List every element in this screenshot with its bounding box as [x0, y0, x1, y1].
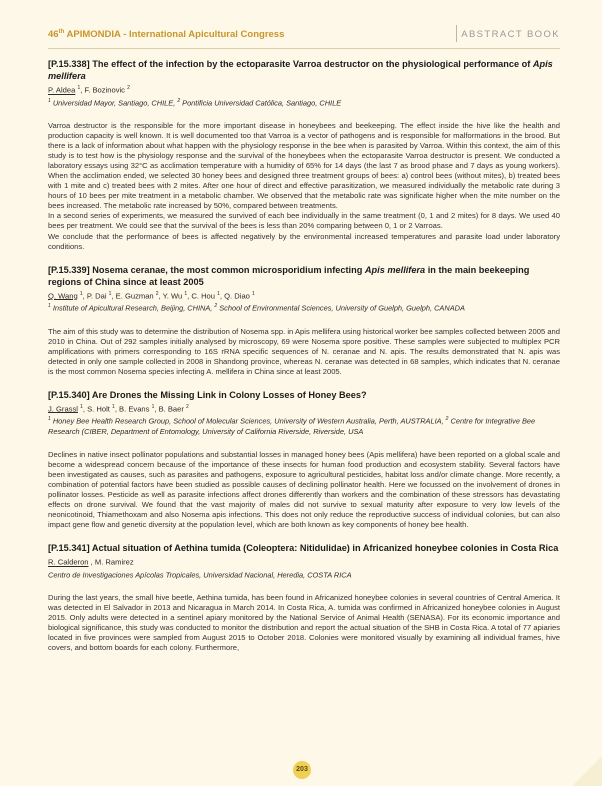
author-separator: ,	[219, 291, 225, 301]
affiliation-text: Pontificia Universidad Católica, Santiago, CHILE	[180, 98, 342, 107]
author-name: Y. Wu	[162, 291, 183, 301]
author-name: P. Aldea	[48, 85, 76, 95]
author-affiliation-mark: 1	[151, 403, 155, 410]
abstract-body	[48, 327, 560, 377]
author-affiliation-mark: 1	[112, 403, 115, 410]
page-number: 203	[293, 761, 311, 779]
affiliations	[48, 301, 560, 313]
body-paragraph: Varroa destructor is the responsible for the more important disease in honeybees and beekeeping. The effect inside the hive like the health and production capacity is well known. It is well documented too that Varroa is a vector of pathogens and is responsible for malformations in the brood. But there is a lack of information about what happen with the physiology response in the bee when is parasited by Varroa. Within this context, the aim of this study is to test how is the physiology response and the survival of the honeybees when the ectoparasite Varroa destructor is present. We conducted a laboratory essays using 32°C as acclimation temperature with a humidity of 65% for 14 days (the last 7 as brood phase and 7 days as young workers). When the acclimation ended, we selected 30 honey bees and designed three treatment groups of bees: a) control bees (without mites), b) treated bees with 1 mite and c) treated bees with 2 mites. After one hour of direct and effective parasitization, we measured individually the metabolic rate during 3 hours of 10 bees per mite treatment in a metabolic chamber. We observed that the metabolic rate was significate higher when the mite number on the bees increased. The metabolic rate increased by 50%, compared between treatments.	[48, 121, 560, 211]
abstract-body	[48, 593, 560, 653]
affiliation-text: School of Environmental Sciences, University of Guelph, Guelph, CANADA	[217, 303, 465, 313]
author-separator: ,	[80, 85, 85, 95]
abstract-entry	[48, 389, 560, 530]
title-species: Apis mellifera	[48, 59, 553, 81]
author-separator: ,	[111, 291, 116, 301]
abstract-title	[48, 264, 560, 288]
author-affiliation-mark: 1	[79, 290, 83, 297]
affiliation-text: Institute of Apicultural Research, Beijing, CHINA,	[50, 303, 215, 313]
affiliation-mark: 1	[48, 416, 51, 423]
abstract-entry	[48, 58, 560, 252]
author-name: B. Evans	[119, 404, 150, 414]
affiliation-mark: 2	[214, 303, 218, 310]
abstract-title	[48, 542, 560, 554]
author-name: E. Guzman	[115, 291, 154, 301]
author-name: S. Holt	[87, 404, 110, 414]
page-corner-decoration	[572, 756, 602, 786]
body-paragraph: Declines in native insect pollinator populations and substantial losses in managed honey bees (Apis mellifera) have been reported on a global scale and become a widespread concern because of the importance of these insects for human food production and ecosystem stability. Several factors have been investigated as causes, such as parasites and pathogens, exposure to agricultural pesticides, habitat loss and/or climate change. More recently, a combination of potential factors have been studied as possible causes of declining pollinator health. Here we focussed on the involvement of drones in pollinator losses. Pesticide as well as parasite infections affect drones differently than workers and the combination of these stressors has devastating effects on drone survival. We found that the vast majority of males did not survive to sexual maturity after exposure to very low levels of the neonicotinoid, Thiamethoxam and also Nosema apis infections. This does not only reduce the reproductive success of individual colonies, but can also impact gene flow and genetic diversity at the population level, which are both known as key components of honey bee health.	[48, 449, 560, 530]
section-label: ABSTRACT BOOK	[461, 29, 560, 40]
title-species: Apis mellifera	[364, 264, 426, 275]
author-affiliation-mark: 1	[77, 85, 81, 91]
author-list	[48, 289, 560, 302]
page-header	[48, 22, 560, 49]
congress-title: 46th APIMONDIA - International Apicultural Congress	[48, 29, 285, 41]
author-affiliation-mark: 1	[80, 403, 83, 410]
body-paragraph: We conclude that the performance of bees is affected negatively by the environmental increased temperatures and parasite load under laboratory conditions.	[48, 231, 560, 251]
affiliation-mark: 1	[48, 303, 51, 310]
author-affiliation-mark: 2	[127, 85, 130, 91]
title-text: [P.15.340] Are Drones the Missing Link in Colony Losses of Honey Bees?	[48, 389, 367, 400]
author-name: R. Calderon	[48, 557, 89, 567]
author-affiliation-mark: 1	[217, 290, 220, 297]
author-affiliation-mark: 1	[108, 290, 112, 297]
author-affiliation-mark: 1	[252, 290, 255, 297]
author-affiliation-mark: 1	[184, 290, 188, 297]
body-paragraph: During the last years, the small hive beetle, Aethina tumida, has been found in Africanized honeybee colonies in several countries of Central America. It was detected in El Salvador in 2013 and Nicaragua in March 2014. In Costa Rica, A. tumida was confirmed in Africanized honeybee colonies in August 2015. Only adults were detected in a sentinel apiary monitored by the National Service of Animal Health (SENASA). For its economic importance and biological significance, this study was conducted to monitor the distribution and report the actual situation of the SHB in Costa Rica. A total of 77 apiaries located in five provinces were sampled from August 2015 to October 2018. Colonies were monitored visually by examining all individual frames, hive covers, and bottom boards for each colony. Furthermore,	[48, 593, 560, 653]
author-affiliation-mark: 2	[186, 403, 189, 410]
author-name: Q. Wang	[48, 291, 78, 301]
author-separator: ,	[154, 404, 159, 414]
abstract-title	[48, 58, 560, 82]
affiliation-text: Centro de Investigaciones Apícolas Tropicales, Universidad Nacional, Heredia, COSTA RICA	[48, 570, 352, 580]
affiliation-mark: 2	[177, 97, 181, 104]
title-text: [P.15.338] The effect of the infection by the ectoparasite Varroa destructor on the physiological performance of	[48, 59, 533, 69]
author-name: P. Dai	[86, 291, 107, 301]
affiliations	[48, 414, 560, 436]
abstracts-column	[48, 58, 560, 666]
title-text: [P.15.341] Actual situation of Aethina tumida (Coleoptera: Nitidulidae) in Africanized honeybee colonies in Costa Rica	[48, 543, 559, 554]
title-text: [P.15.339] Nosema ceranae, the most common microsporidium infecting	[48, 264, 365, 275]
author-name: M. Ramirez	[94, 557, 134, 567]
body-paragraph: The aim of this study was to determine the distribution of Nosema spp. in Apis mellifera using historical worker bee samples collected between 2005 and 2010 in China. Out of 292 samples initially analysed by microscopy, 69 were Nosema spore positive. These samples were subjected to multiplex PCR amplifications with primers corresponding to 16S rRNA specific sequences of N. ceranae and N. apis. The results demonstrated that N. apis was detected in only one sample collected in 2008 in Shandong province, whereas N. ceranae was detected in 68 samples, which indicates that N. ceranae is the most common Nosema species infecting A. mellifera in China since at least 2005.	[48, 326, 560, 376]
author-separator: ,	[82, 291, 87, 301]
affiliation-mark: 1	[48, 97, 51, 104]
header-divider	[456, 25, 457, 42]
author-separator: ,	[90, 557, 95, 567]
author-name: Q. Diao	[224, 291, 250, 301]
author-list	[48, 555, 560, 568]
affiliation-text: Honey Bee Health Research Group, School of Molecular Sciences, University of Western Australia, Perth, AUSTRALIA,	[50, 416, 446, 426]
author-list	[48, 83, 560, 96]
author-affiliation-mark: 2	[155, 290, 159, 297]
author-separator: ,	[82, 404, 88, 414]
author-list	[48, 402, 560, 415]
author-name: C. Hou	[191, 291, 215, 301]
abstract-title	[48, 389, 560, 401]
author-separator: ,	[187, 291, 192, 301]
abstract-list	[48, 58, 560, 654]
author-name: F. Bozinovic	[84, 85, 125, 95]
abstract-entry	[48, 264, 560, 377]
author-name: B. Baer	[158, 404, 184, 414]
affiliation-text: Centre for Integrative Bee Research (CIBER, Department of Entomology, University of California Riverside, Riverside, USA	[48, 416, 536, 436]
affiliations	[48, 568, 560, 580]
author-name: J. Grassl	[48, 404, 78, 414]
abstract-body	[48, 121, 560, 252]
body-paragraph: In a second series of experiments, we measured the survived of each bee individually in the same treatment (0, 1 and 2 mites) for 8 days. We used 40 bees per treatment. We could see that the survival of the bees is less than 20% comparing between 0, 1 or 2 Varroas.	[48, 211, 560, 231]
affiliation-text: Universidad Mayor, Santiago, CHILE,	[50, 98, 178, 107]
title-text-end: in the main beekeeping regions of China since at least 2005	[48, 264, 530, 287]
affiliation-mark: 2	[445, 416, 449, 423]
affiliations	[48, 96, 560, 108]
author-separator: ,	[114, 404, 120, 414]
abstract-entry	[48, 542, 560, 653]
abstract-body	[48, 450, 560, 530]
author-separator: ,	[158, 291, 163, 301]
